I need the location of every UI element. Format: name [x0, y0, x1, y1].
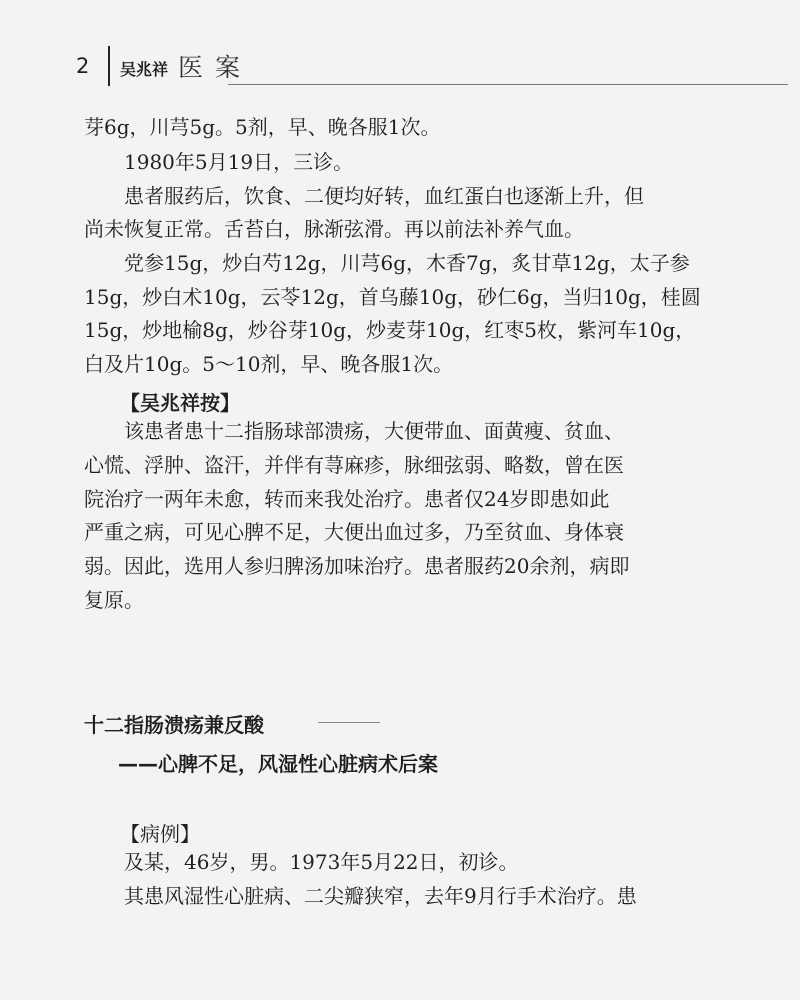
- title-decoration: [318, 722, 380, 723]
- text-line: 白及片10g。5～10剂，早、晚各服1次。: [84, 352, 454, 376]
- case-line: 其患风湿性心脏病、二尖瓣狭窄，去年9月行手术治疗。患: [124, 884, 637, 908]
- commentary-line: 弱。因此，选用人参归脾汤加味治疗。患者服药20余剂，病即: [84, 554, 630, 578]
- text-line: 15g，炒地榆8g，炒谷芽10g，炒麦芽10g，红枣5枚，紫河车10g，: [84, 318, 696, 342]
- commentary-line: 复原。: [84, 588, 144, 612]
- text-line: 党参15g，炒白芍12g，川芎6g，木香7g，炙甘草12g，太子参: [124, 251, 690, 275]
- header-author: 吴兆祥: [120, 60, 169, 79]
- commentary-line: 心慌、浮肿、盗汗，并伴有荨麻疹，脉细弦弱、略数，曾在医: [84, 453, 624, 477]
- header-series-title: 医 案: [178, 53, 242, 82]
- text-line: 15g，炒白术10g，云苓12g，首乌藤10g，砂仁6g，当归10g，桂圆: [84, 285, 701, 309]
- header-rule: [228, 84, 788, 85]
- header-divider: [108, 46, 110, 86]
- text-line: 1980年5月19日，三诊。: [124, 150, 354, 174]
- commentary-label: 【吴兆祥按】: [120, 391, 240, 415]
- text-line: 患者服药后，饮食、二便均好转，血红蛋白也逐渐上升，但: [124, 184, 644, 208]
- text-line: 芽6g，川芎5g。5剂，早、晚各服1次。: [84, 115, 441, 139]
- case-label: 【病例】: [120, 822, 200, 846]
- section-subtitle: ——心脾不足，风湿性心脏病术后案: [118, 752, 438, 776]
- case-line: 及某，46岁，男。1973年5月22日，初诊。: [124, 850, 519, 874]
- section-title: 十二指肠溃疡兼反酸: [84, 713, 264, 737]
- text-line: 尚未恢复正常。舌苔白，脉渐弦滑。再以前法补养气血。: [84, 217, 584, 241]
- commentary-line: 院治疗一两年未愈，转而来我处治疗。患者仅24岁即患如此: [84, 487, 610, 511]
- page-number: 2: [76, 54, 90, 78]
- commentary-line: 该患者患十二指肠球部溃疡，大便带血、面黄瘦、贫血、: [124, 419, 624, 443]
- commentary-line: 严重之病，可见心脾不足，大便出血过多，乃至贫血、身体衰: [84, 520, 624, 544]
